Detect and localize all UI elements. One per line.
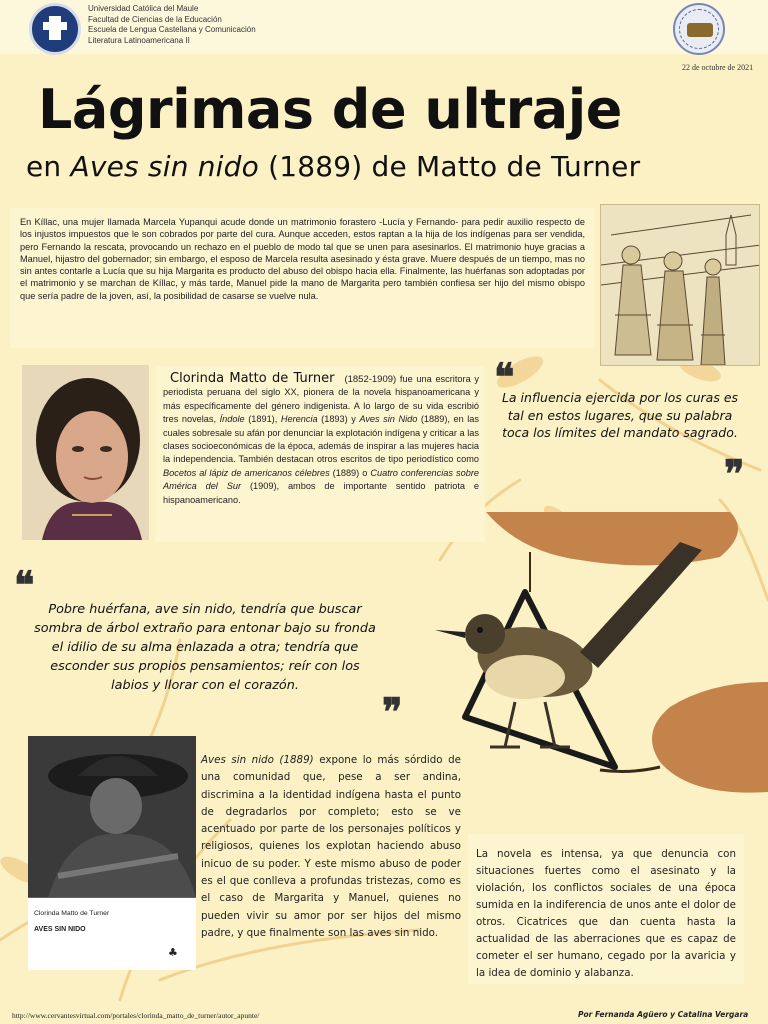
book-author: Clorinda Matto de Turner <box>34 910 110 917</box>
institution-lines <box>88 4 256 46</box>
book-cover <box>28 736 196 970</box>
bio-text: (1889), en las cuales sobresale su afán por denunciar la explotación indígena y criticar a las clases socioeconómicas de la época, además de inspirar a las mujeres hacia la independencia. También destacan otros escritos de tipo periodístico como <box>163 414 480 465</box>
bio-text: (1909), ambos de importante sentido patriota e hispanoamericano. <box>163 481 480 505</box>
open-quote-icon: ❝ <box>494 354 515 399</box>
subtitle-pre: en <box>26 150 71 183</box>
author-name: Clorinda Matto de Turner <box>170 371 335 386</box>
analysis-italic: Aves sin nido (1889) <box>201 754 314 766</box>
bio-novel: Aves sin Nido <box>359 414 418 425</box>
faculty-seal-icon <box>673 3 725 55</box>
plot-summary: En Kíllac, una mujer llamada Marcela Yupanqui acude donde un matrimonio forastero -Lucía y Fernando- para pedir auxilio respecto de los injustos impuestos que le son cobrados por parte del cura. Aunque acceden, estos raptan a la hija de los indígenas para ser vendida, pero Fernando la rescata, provocando un rechazo en el pueblo de modo tal que se unen para asesinarlos. El matrimonio huye gracias a Manuel, hijastro del gobernador; sin embargo, el esposo de Marcela resulta asesinado y ésta grave. Muere después de un tiempo, mas no sin antes contarle a Lucía que su hija Margarita es producto del abuso del obispo hacia ella. Finalmente, las huérfanas son adoptadas por el matrimonio y se marchan de Kíllac, y más tarde, Manuel pide la mano de Margarita pero también confiesa ser hijo del mismo obispo que sería padre de la joven, así, la posibilidad de casarse se vuelve nula. <box>10 208 595 348</box>
university-seal-icon <box>29 3 81 55</box>
novel-analysis <box>198 750 464 939</box>
book-title: AVES SIN NIDO <box>34 926 86 933</box>
bio-text: (1891), <box>244 414 281 425</box>
page-subtitle <box>26 150 640 183</box>
institution-line: Literatura Latinoamericana II <box>88 35 190 45</box>
bio-text: (1889) o <box>329 467 371 478</box>
institution-line: Facultad de Ciencias de la Educación <box>88 14 222 24</box>
bird-illustration <box>430 512 768 812</box>
leaf-shape <box>486 512 738 565</box>
illustration-women <box>600 204 760 366</box>
bio-work: Bocetos al lápiz de americanos célebres <box>163 467 330 478</box>
leaf-shape <box>652 682 768 793</box>
page-title: Lágrimas de ultraje <box>38 78 622 141</box>
bio-text: (1893) y <box>317 414 360 425</box>
author-portrait <box>22 365 149 540</box>
subtitle-post: (1889) de Matto de Turner <box>258 150 641 183</box>
source-url: http://www.cervantesvirtual.com/portales/clorinda_matto_de_turner/autor_apunte/ <box>12 1011 260 1020</box>
bio-text: fue una escritora y periodista peruana del siglo XX, pionera de la novela hispanoamericana y más específicamente del género indigenista. A lo largo de su vida escribió tres novelas, <box>163 374 479 425</box>
subtitle-italic: Aves sin nido <box>70 150 259 183</box>
novel-intensity: La novela es intensa, ya que denuncia con situaciones fuertes como el asesinato y la violación, los conflictos sociales de una época sumida en la indiferencia de unos ante el dolor de otros. Cicatrices que dan cuenta hasta la actualidad de las aberraciones que es capaz de cometer el ser humano, cegado por la avaricia y la idea de dominio y alabanza. <box>468 834 744 984</box>
close-quote-icon: ❞ <box>724 451 745 496</box>
analysis-text: expone lo más sórdido de una comunidad que, pese a ser andina, discrimina a la identidad indígena hasta el punto de degradarlos por completo; esto se ve acentuado por parte de los personajes políticos y religiosos, quienes los explotan haciendo abuso inicuo de su poder. Y este mismo abuso de poder es el que conlleva a profundas tristezas, como es el caso de Margarita y Manuel, quienes no pueden vivir su amor por ser hijos del mismo padre, y que finalmente son las aves sin nido. <box>201 754 461 939</box>
quote-orphan: Pobre huérfana, ave sin nido, tendría que buscar sombra de árbol extraño para entonar bajo su fronda el idilio de su alma enlazada a otra; tendría que esconder sus propios pensamientos; reír con los labios y llorar con el corazón. <box>34 602 376 693</box>
institution-line: Escuela de Lengua Castellana y Comunicación <box>88 25 256 34</box>
close-quote-icon: ❞ <box>382 689 403 734</box>
publisher-icon: ♣ <box>168 946 178 959</box>
bio-novel: Índole <box>219 414 245 425</box>
date: 22 de octubre de 2021 <box>682 63 754 72</box>
open-quote-icon: ❝ <box>14 562 35 607</box>
bio-work: Cuatro conferencias sobre América del Sur <box>163 467 479 492</box>
institution-line: Universidad Católica del Maule <box>88 4 199 13</box>
author-dates: (1852-1909) <box>344 374 397 385</box>
credits: Por Fernanda Agüero y Catalina Vergara <box>578 1010 749 1019</box>
quote-priests: La influencia ejercida por los curas es tal en estos lugares, que su palabra toca los límites del mandato sagrado. <box>501 390 739 440</box>
bio-novel: Herencia <box>280 414 318 425</box>
